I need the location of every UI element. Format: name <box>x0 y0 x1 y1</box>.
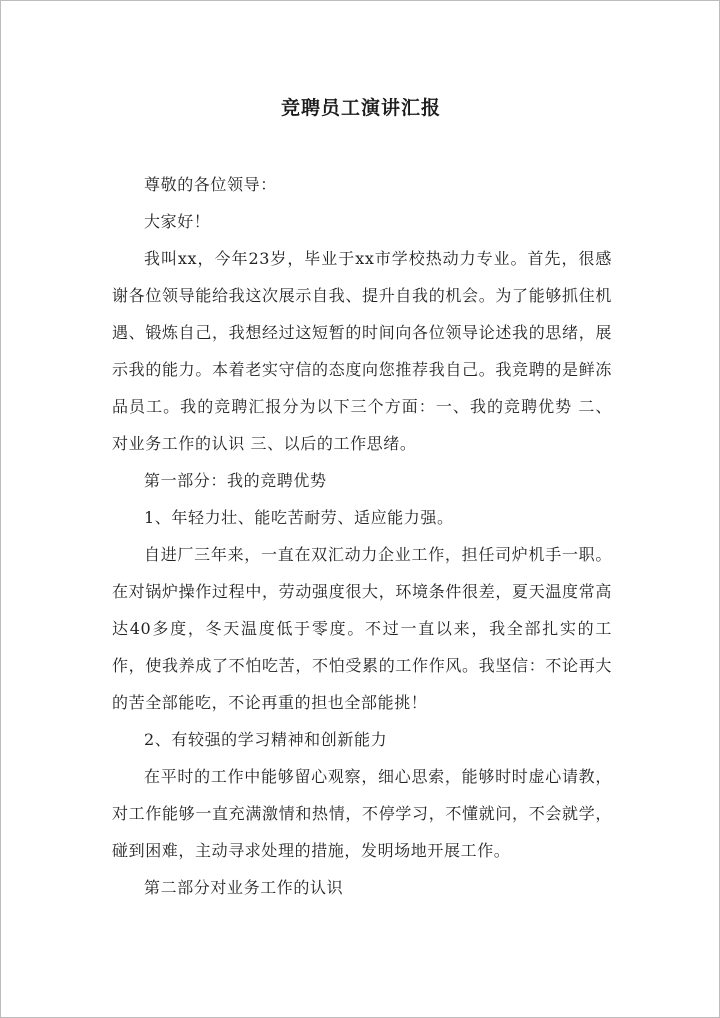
paragraph-greeting: 大家好！ <box>144 212 211 231</box>
section-heading-1: 第一部分：我的竞聘优势 <box>144 471 327 490</box>
paragraph-introduction: 我叫xx，今年23岁，毕业于xx市学校热动力专业。首先，很感谢各位领导能给我这次展示自我、提升自我的机会。为了能够抓住机遇、锻炼自己，我想经过这短暂的时间向各位领导论述我的思绪，展示我的能力。本着老实守信的态度向您推荐我自己。我竞聘的是鲜冻品员工。我的竞聘汇报分为以下三个方面：一、我的竞聘优势 二、对业务工作的认识 三、以后的工作思绪。 <box>112 249 612 453</box>
paragraph-learning: 在平时的工作中能够留心观察，细心思索，能够时时虚心请教，对工作能够一直充满激情和热情，不停学习，不懂就问，不会就学，碰到困难，主动寻求处理的措施，发明场地开展工作。 <box>112 767 612 860</box>
subheading-2: 2、有较强的学习精神和创新能力 <box>144 730 388 749</box>
document-title: 竞聘员工演讲汇报 <box>280 97 441 119</box>
paragraph-salutation: 尊敬的各位领导： <box>144 175 277 194</box>
section-heading-2: 第二部分对业务工作的认识 <box>144 878 344 897</box>
subheading-1: 1、年轻力壮、能吃苦耐劳、适应能力强。 <box>144 508 454 527</box>
paragraph-work-experience: 自进厂三年来，一直在双汇动力企业工作，担任司炉机手一职。在对锅炉操作过程中，劳动强度很大，环境条件很差，夏天温度常高达40多度，冬天温度低于零度。不过一直以来，我全部扎实的工作，使我养成了不怕吃苦，不怕受累的工作作风。我坚信：不论再大的苦全部能吃，不论再重的担也全部能挑！ <box>112 545 612 712</box>
document-body <box>112 166 612 906</box>
